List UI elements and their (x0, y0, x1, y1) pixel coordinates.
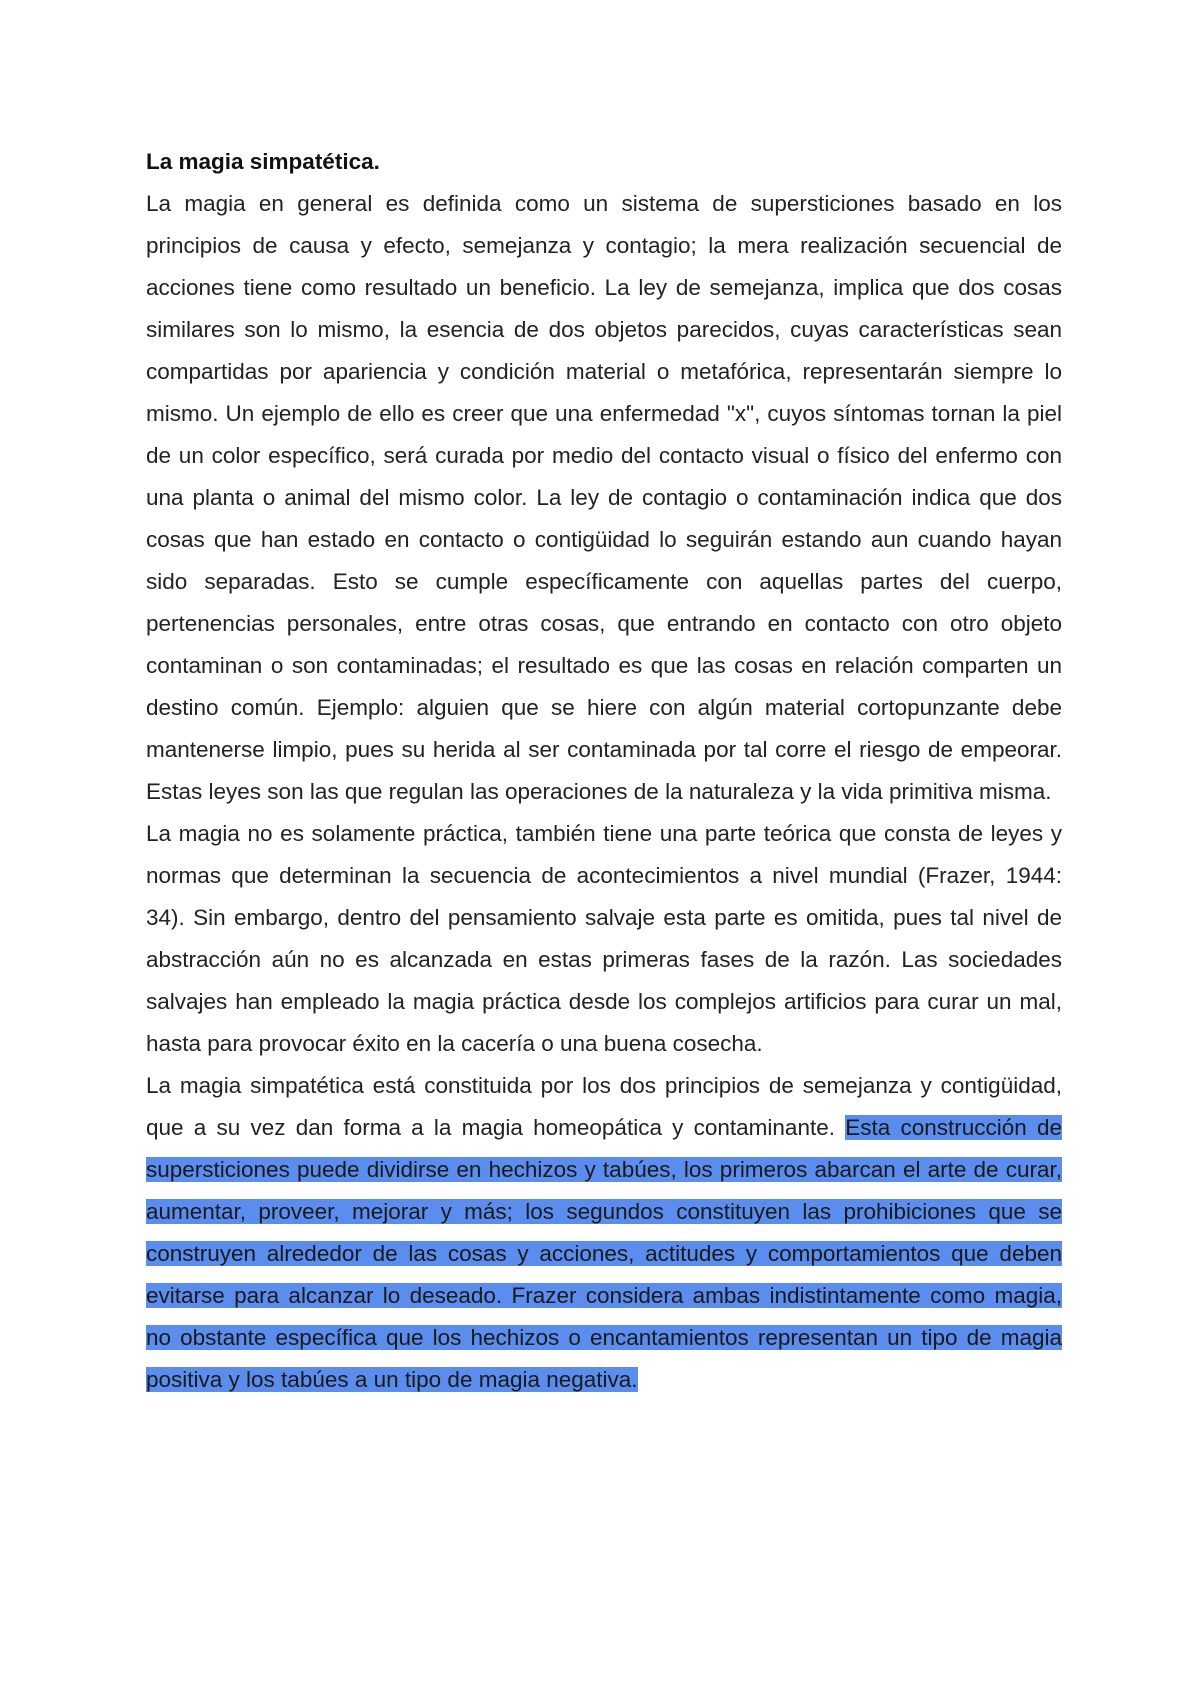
paragraph-1[interactable]: La magia en general es definida como un sistema de supersticiones basado en los principios de causa y efecto, semejanza y contagio; la mera realización secuencial de acciones tiene como resultado un beneficio. La ley de semejanza, implica que dos cosas similares son lo mismo, la esencia de dos objetos parecidos, cuyas características sean compartidas por apariencia y condición material o metafórica, representarán siempre lo mismo. Un ejemplo de ello es creer que una enfermedad "x", cuyos síntomas tornan la piel de un color específico, será curada por medio del contacto visual o físico del enfermo con una planta o animal del mismo color. La ley de contagio o contaminación indica que dos cosas que han estado en contacto o contigüidad lo seguirán estando aun cuando hayan sido separadas. Esto se cumple específicamente con aquellas partes del cuerpo, pertenencias personales, entre otras cosas, que entrando en contacto con otro objeto contaminan o son contaminadas; el resultado es que las cosas en relación comparten un destino común. Ejemplo: alguien que se hiere con algún material cortopunzante debe mantenerse limpio, pues su herida al ser contaminada por tal corre el riesgo de empeorar. Estas leyes son las que regulan las operaciones de la naturaleza y la vida primitiva misma. (146, 191, 1062, 804)
paragraph-3-text: La magia simpatética está constituida por los dos principios de semejanza y contigüidad, que a su vez dan forma a la magia homeopática y contaminante. (146, 1073, 1062, 1140)
section-title: La magia simpatética. (146, 149, 380, 174)
paragraph-2[interactable]: La magia no es solamente práctica, también tiene una parte teórica que consta de leyes y normas que determinan la secuencia de acontecimientos a nivel mundial (Frazer, 1944: 34). Sin embargo, dentro del pensamiento salvaje esta parte es omitida, pues tal nivel de abstracción aún no es alcanzada en estas primeras fases de la razón. Las sociedades salvajes han empleado la magia práctica desde los complejos artificios para curar un mal, hasta para provocar éxito en la cacería o una buena cosecha. (146, 821, 1062, 1056)
selected-text-highlight[interactable]: Esta construcción de supersticiones puede dividirse en hechizos y tabúes, los primeros abarcan el arte de curar, aumentar, proveer, mejorar y más; los segundos constituyen las prohibiciones que se construyen alrededor de las cosas y acciones, actitudes y comportamientos que deben evitarse para alcanzar lo deseado. Frazer considera ambas indistintamente como magia, no obstante específica que los hechizos o encantamientos representan un tipo de magia positiva y los tabúes a un tipo de magia negativa. (146, 1115, 1062, 1392)
paragraph-3[interactable] (146, 1065, 1062, 1401)
document-body (146, 141, 1062, 1401)
